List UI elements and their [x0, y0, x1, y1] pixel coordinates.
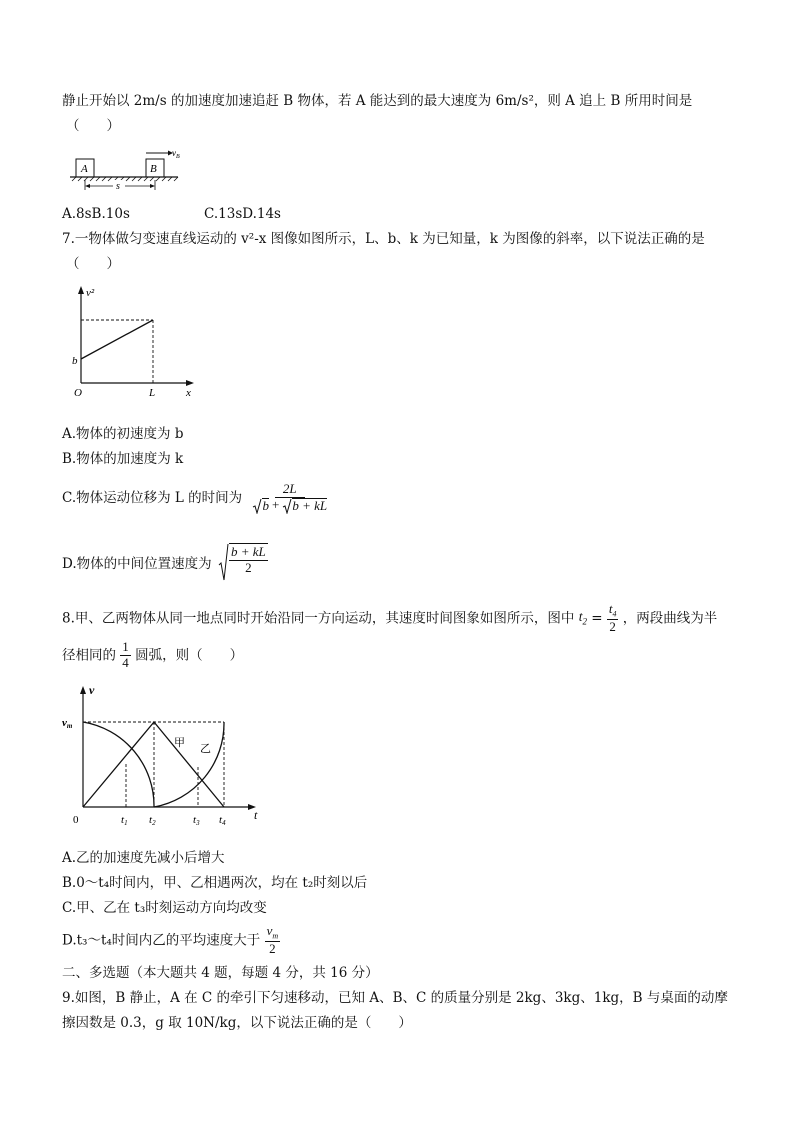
q8-option-d: D.t₃～t₄时间内乙的平均速度大于 $\frac{v_m}{2}$ — [62, 923, 279, 956]
q8-t4-fraction: $\frac{t_4}{2}$ — [608, 601, 617, 634]
q8-option-c: C.甲、乙在 t₃时刻运动方向均改变 — [62, 900, 267, 916]
q7-option-c: C.物体运动位移为 L 的时间为 2L b + b + kL — [62, 481, 328, 513]
t4-label: t4 — [219, 814, 226, 827]
graph-line — [81, 320, 153, 359]
velocity-label: $v_B$ — [172, 148, 180, 160]
q8-option-b: B.0～t₄时间内，甲、乙相遇两次，均在 t₂时刻以后 — [62, 875, 368, 891]
q6-options-ab: A.8sB.10s — [62, 206, 130, 222]
q7-option-d: D.物体的中间位置速度为 $\frac{b + kL}{2}$ — [62, 543, 268, 585]
q7-answer-paren: （ ） — [66, 256, 120, 272]
t2-label: t2 — [149, 814, 156, 827]
q8-stem-line1: 8.甲、乙两物体从同一地点同时开始沿同一方向运动，其速度时间图象如图所示，图中 $t_2$ = $\frac{t_4}{2}$ ，两段曲线为半 — [62, 601, 718, 634]
q6-stem: 静止开始以 2m/s 的加速度加速追赶 B 物体，若 A 能达到的最大速度为 6m/s²，则 A 追上 B 所用时间是 — [62, 93, 693, 109]
section-heading-multiple-choice: 二、多选题（本大题共 4 题，每题 4 分，共 16 分） — [62, 965, 379, 981]
distance-label: s — [116, 181, 120, 192]
x-axis-label: t — [254, 808, 258, 822]
q9-stem-line2: 擦因数是 0.3，g 取 10N/kg，以下说法正确的是（ ） — [62, 1015, 412, 1031]
yi-label: 乙 — [200, 743, 211, 755]
origin-label: O — [74, 387, 82, 399]
l-label: L — [149, 387, 156, 399]
q8-stem-line2: 径相同的 $\frac{1}{4}$ 圆弧，则（ ） — [62, 639, 244, 670]
y-axis-label: v — [89, 683, 95, 697]
y-axis-label: v² — [86, 287, 95, 299]
vm-label: vm — [62, 717, 73, 730]
q6-options-cd: C.13sD.14s — [204, 206, 281, 222]
q8-option-a: A.乙的加速度先减小后增大 — [62, 850, 225, 866]
block-b-label: B — [150, 163, 157, 175]
q6-figure — [66, 144, 186, 194]
q8-graph — [58, 682, 268, 827]
x-axis-label: x — [186, 387, 191, 399]
q7-option-b: B.物体的加速度为 k — [62, 451, 184, 467]
b-label: b — [72, 355, 78, 367]
q9-stem-line1: 9.如图，B 静止，A 在 C 的牵引下匀速移动，已知 A、B、C 的质量分别是 2kg、3kg、1kg，B 与桌面的动摩 — [62, 990, 728, 1006]
q6-answer-paren: （ ） — [66, 118, 120, 134]
q7-option-a: A.物体的初速度为 b — [62, 426, 184, 442]
origin-label: 0 — [73, 814, 79, 826]
q8-quarter-fraction: $\frac{1}{4}$ — [122, 639, 129, 670]
q8-vm-fraction: $\frac{v_m}{2}$ — [266, 923, 279, 956]
jia-label: 甲 — [174, 737, 185, 749]
t1-label: t1 — [121, 814, 128, 827]
q7-stem: 7.一物体做匀变速直线运动的 v²-x 图像如图所示，L、b、k 为已知量，k 为图像的斜率，以下说法正确的是 — [62, 231, 705, 247]
q7-c-fraction: 2L b + b + kL — [250, 482, 329, 514]
block-a-label: A — [81, 163, 88, 175]
t3-label: t3 — [193, 814, 200, 827]
q7-graph — [62, 283, 202, 403]
q7-d-sqrt: $\frac{b + kL}{2}$ — [218, 543, 268, 585]
